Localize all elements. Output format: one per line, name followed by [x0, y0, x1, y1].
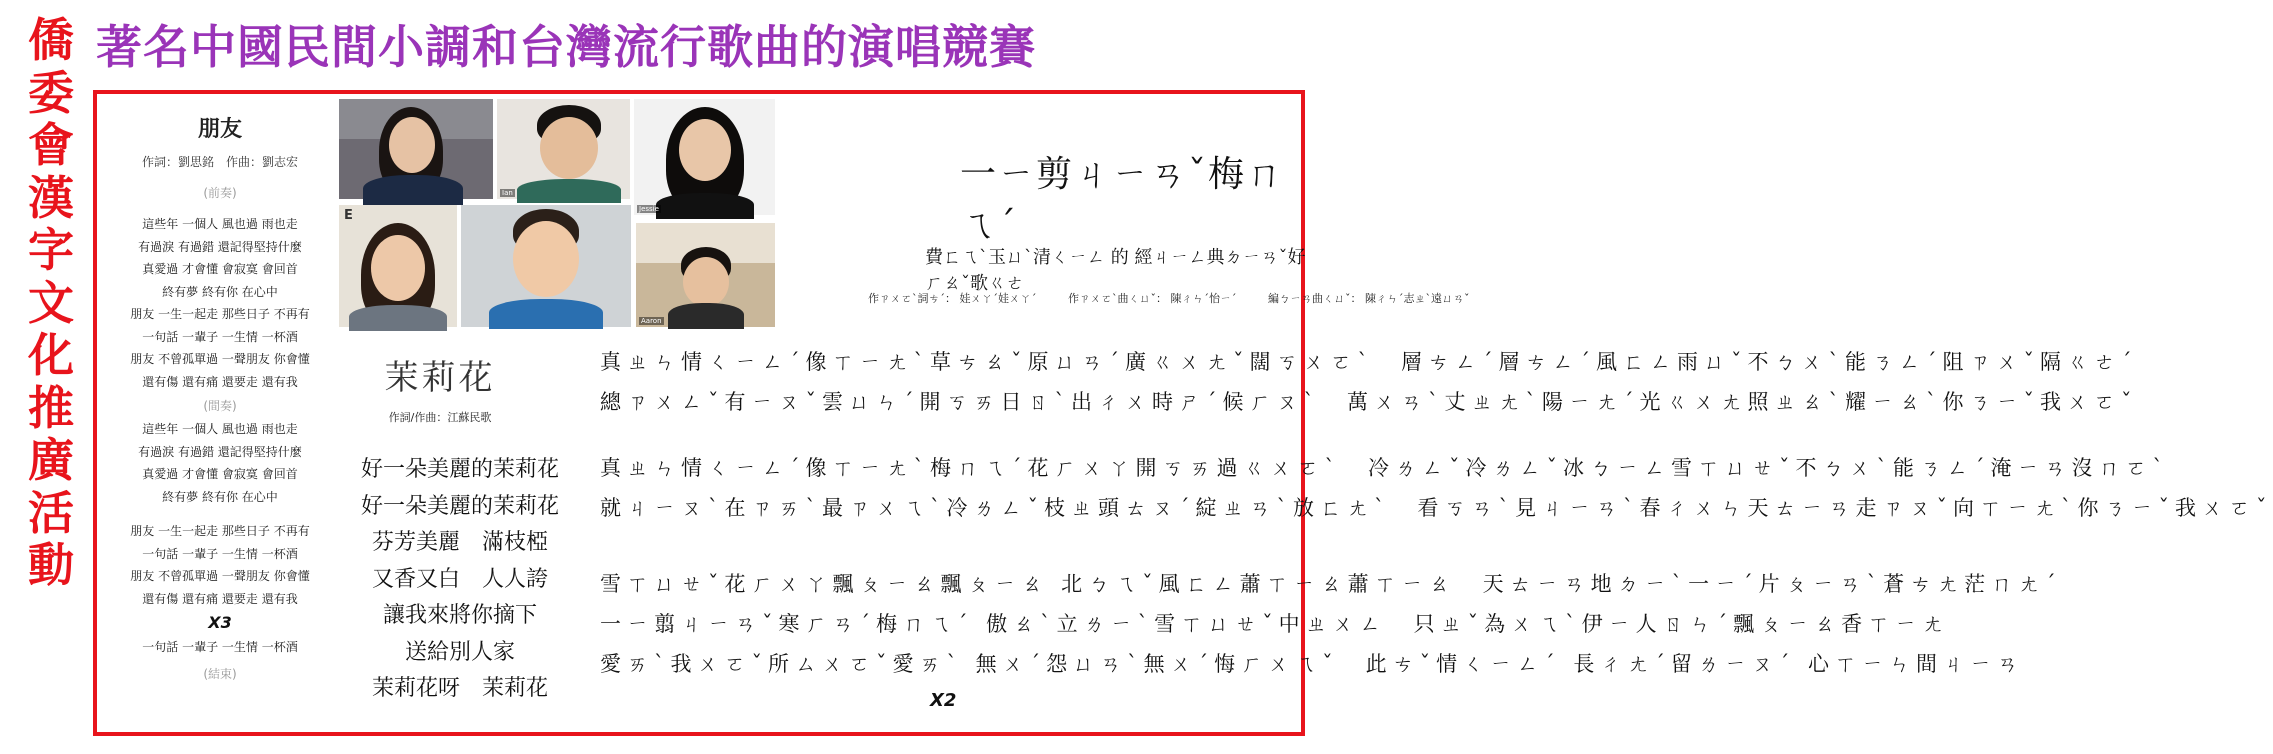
lyric-line: 朋友 不曾孤單過 一聲朋友 你會懂	[130, 352, 310, 366]
lyric-line: 又香又白 人人誇	[371, 566, 548, 592]
participant-photo	[636, 223, 775, 327]
side-title-char: 廣	[28, 433, 74, 487]
song-credits: 作詞/作曲：江蘇民歌	[388, 411, 492, 424]
side-title-char: 字	[28, 223, 74, 277]
side-title-char: 動	[28, 538, 74, 592]
side-title	[22, 14, 80, 592]
side-title-char: 化	[28, 328, 74, 382]
side-title-char: 僑	[28, 13, 74, 67]
lyric-line: 真ㄓㄣ情ㄑㄧㄥˊ像ㄒㄧㄤˋ草ㄘㄠˇ原ㄩㄢˊ廣ㄍㄨㄤˇ闊ㄎㄨㄛˋ 層ㄘㄥˊ層ㄘㄥˊ風ㄈㄥ雨ㄩˇ不ㄅㄨˋ能ㄋㄥˊ阻ㄗㄨˇ隔ㄍㄜˊ	[600, 350, 2138, 374]
song-jasmine-lyrics	[330, 452, 590, 708]
side-title-char: 文	[28, 275, 74, 330]
lyric-line: 好一朵美麗的茉莉花	[360, 493, 559, 519]
side-title-char: 會	[28, 118, 74, 172]
lyric-line: 朋友 不曾孤單過 一聲朋友 你會懂	[130, 569, 310, 583]
section-label: (結束)	[203, 666, 237, 681]
lyric-line: 真愛過 才會懂 會寂寞 會回首	[142, 262, 298, 276]
lyric-line: 一ㄧ翦ㄐㄧㄢˇ寒ㄏㄢˊ梅ㄇㄟˊ 傲ㄠˋ立ㄌㄧˋ雪ㄒㄩㄝˇ中ㄓㄨㄥ 只ㄓˇ為ㄨㄟˋ伊ㄧ人ㄖㄣˊ飄ㄆㄧㄠ香ㄒㄧㄤ	[600, 612, 1950, 636]
participant-photo	[634, 99, 775, 215]
lyric-line: 終有夢 終有你 在心中	[162, 489, 278, 504]
lyric-line: 終有夢 終有你 在心中	[162, 284, 278, 299]
participant-photo	[339, 205, 457, 327]
lyric-line: 茉莉花呀 茉莉花	[371, 676, 548, 701]
side-title-char: 委	[28, 65, 74, 120]
song-title: 一ㄧ剪ㄐㄧㄢˇ梅ㄇㄟˊ	[960, 154, 1285, 246]
lyric-line: 好一朵美麗的茉莉花	[360, 457, 559, 482]
lyric-line: 有過淚 有過錯 還記得堅持什麼	[138, 239, 302, 254]
credit-music: 作ㄗㄨㄛˋ曲ㄑㄩˇ： 陳ㄔㄣˊ怡ㄧˊ	[1068, 292, 1237, 305]
lyric-line: 雪ㄒㄩㄝˇ花ㄏㄨㄚ飄ㄆㄧㄠ飄ㄆㄧㄠ 北ㄅㄟˇ風ㄈㄥ蕭ㄒㄧㄠ蕭ㄒㄧㄠ 天ㄊㄧㄢ地ㄉㄧˋ一ㄧˊ片ㄆㄧㄢˋ蒼ㄘㄤ茫ㄇㄤˊ	[600, 572, 2062, 596]
section-label: (間奏)	[203, 399, 237, 413]
lyric-line: 就ㄐㄧㄡˋ在ㄗㄞˋ最ㄗㄨㄟˋ冷ㄌㄥˇ枝ㄓ頭ㄊㄡˊ綻ㄓㄢˋ放ㄈㄤˋ 看ㄎㄢˋ見ㄐㄧㄢˋ春ㄔㄨㄣ天ㄊㄧㄢ走ㄗㄡˇ向ㄒㄧㄤˋ你ㄋㄧˇ我ㄨㄛˇ	[600, 496, 2273, 520]
participant-name-tag: Jessie	[639, 205, 659, 213]
participant-name-tag: Ian	[502, 189, 513, 197]
lyric-line: 芬芳美麗 滿枝椏	[371, 530, 548, 555]
lyric-line: 有過淚 有過錯 還記得堅持什麼	[138, 444, 302, 459]
lyric-line: 真ㄓㄣ情ㄑㄧㄥˊ像ㄒㄧㄤˋ梅ㄇㄟˊ花ㄏㄨㄚ開ㄎㄞ過ㄍㄨㄛˋ 冷ㄌㄥˇ冷ㄌㄥˇ冰ㄅㄧㄥ雪ㄒㄩㄝˇ不ㄅㄨˋ能ㄋㄥˊ淹ㄧㄢ沒ㄇㄛˋ	[600, 456, 2169, 480]
song-credits	[868, 290, 1498, 306]
song-subtitle: 費ㄈㄟˋ玉ㄩˋ清ㄑㄧㄥ 的 經ㄐㄧㄥ典ㄉㄧㄢˇ好ㄏㄠˇ歌ㄍㄜ	[925, 247, 1306, 294]
participant-photo	[461, 205, 631, 327]
lyric-line: 一句話 一輩子 一生情 一杯酒	[142, 546, 298, 561]
participant-name-tag: Aaron	[641, 317, 662, 325]
lyric-line: 一句話 一輩子 一生情 一杯酒	[142, 329, 298, 344]
repeat-mark: X3	[208, 613, 232, 632]
lyric-line: 朋友 一生一起走 那些日子 不再有	[130, 307, 310, 321]
lyric-line: 這些年 一個人 風也過 雨也走	[142, 422, 298, 436]
participant-photo	[339, 99, 493, 199]
participant-letter: E	[344, 208, 353, 223]
side-title-char: 推	[28, 380, 74, 435]
lyric-line: 還有傷 還有痛 還要走 還有我	[142, 591, 298, 606]
lyric-line: 朋友 一生一起走 那些日子 不再有	[130, 524, 310, 538]
banner-title: 著名中國民間小調和台灣流行歌曲的演唱競賽	[96, 20, 1036, 74]
lyric-line: 這些年 一個人 風也過 雨也走	[142, 217, 298, 231]
section-label: (前奏)	[203, 186, 237, 200]
lyric-line: 還有傷 還有痛 還要走 還有我	[142, 374, 298, 389]
song-credits: 作詞：劉思銘 作曲：劉志宏	[141, 155, 298, 169]
participant-photo	[497, 99, 630, 199]
lyric-line: 真愛過 才會懂 會寂寞 會回首	[142, 467, 298, 481]
side-title-char: 活	[28, 485, 74, 540]
side-title-char: 漢	[28, 170, 74, 225]
credit-arrange: 編ㄅㄧㄢ曲ㄑㄩˇ： 陳ㄔㄣˊ志ㄓˋ遠ㄩㄢˇ	[1268, 292, 1470, 305]
lyric-line: 愛ㄞˋ我ㄨㄛˇ所ㄙㄨㄛˇ愛ㄞˋ 無ㄨˊ怨ㄩㄢˋ無ㄨˊ悔ㄏㄨㄟˇ 此ㄘˇ情ㄑㄧㄥˊ 長ㄔㄤˊ留ㄌㄧㄡˊ 心ㄒㄧㄣ間ㄐㄧㄢ	[600, 652, 2025, 676]
song-pengyou	[110, 112, 330, 682]
lyric-line: 讓我來將你摘下	[382, 603, 537, 628]
lyric-line: 總ㄗㄨㄥˇ有ㄧㄡˇ雲ㄩㄣˊ開ㄎㄞ日ㄖˋ出ㄔㄨ時ㄕˊ候ㄏㄡˋ 萬ㄨㄢˋ丈ㄓㄤˋ陽ㄧㄤˊ光ㄍㄨㄤ照ㄓㄠˋ耀ㄧㄠˋ你ㄋㄧˇ我ㄨㄛˇ	[600, 390, 2138, 414]
lyric-line: 一句話 一輩子 一生情 一杯酒	[142, 640, 298, 654]
credit-lyrics: 作ㄗㄨㄛˋ詞ㄘˊ： 娃ㄨㄚˊ娃ㄨㄚˊ	[868, 292, 1037, 305]
song-title: 茉莉花	[384, 358, 496, 398]
lyric-line: 送給別人家	[404, 639, 515, 665]
song-title: 朋友	[197, 117, 242, 142]
repeat-mark: X2	[930, 690, 957, 711]
